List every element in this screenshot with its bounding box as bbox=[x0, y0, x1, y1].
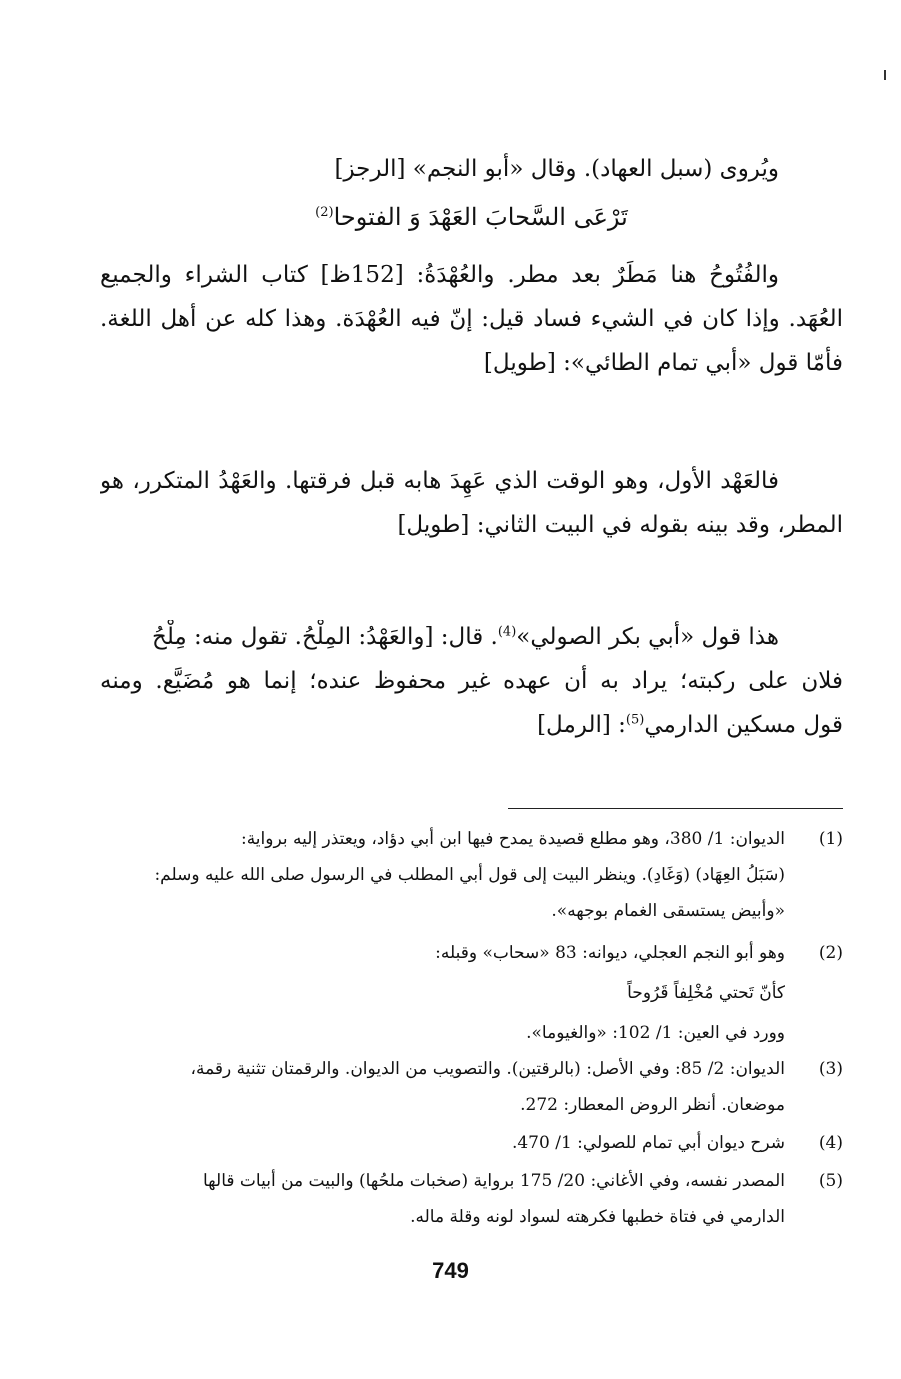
footnote: (3)الديوان: 2/ 85: وفي الأصل: (بالرقتين). والتصويب من الديوان. والرقمتان تثنية رقمة، bbox=[100, 1056, 843, 1082]
footnote-ref: (4) bbox=[497, 624, 517, 640]
footnote-line: «وأبيض يستسقى الغمام بوجهه». bbox=[551, 901, 785, 921]
page-number: 749 bbox=[432, 1258, 469, 1283]
footnote-ref: (5) bbox=[625, 712, 645, 728]
text-line: المطر، وقد بينه بقوله في البيت الثاني: [طويل] bbox=[397, 512, 843, 538]
footnote-line: كأنّ تَحتي مُخْلِفاً قَرُوحاً bbox=[627, 983, 785, 1003]
footnote: (2)وهو أبو النجم العجلي، ديوانه: 83 «سحاب» وقبله: bbox=[100, 940, 843, 966]
text-line: ويُروى (سبل العهاد). وقال «أبو النجم» [الرجز] bbox=[334, 156, 779, 182]
footnote-number: (1) bbox=[818, 829, 843, 849]
footnote-number: (5) bbox=[818, 1171, 843, 1191]
margin-mark bbox=[884, 70, 886, 80]
text-line: العُهَد. وإذا كان في الشيء فساد قيل: إنّ فيه العُهْدَة. وهذا كله عن أهل اللغة. bbox=[100, 306, 843, 332]
footnote: (5)المصدر نفسه، وفي الأغاني: 20/ 175 برواية (صخبات ملحُها) والبيت من أبيات قالها bbox=[100, 1168, 843, 1194]
text-line: هذا قول «أبي بكر الصولي»$^{(4)}$. قال: [والعَهْدُ: المِلْحُ. تقول منه: مِلْحُ bbox=[151, 624, 779, 650]
text-line: فالعَهْد الأول، وهو الوقت الذي عَهِدَ هابه قبل فرقتها. والعَهْدُ المتكرر، هو bbox=[100, 468, 779, 494]
footnote: (1)الديوان: 1/ 380، وهو مطلع قصيدة يمدح فيها ابن أبي دؤاد، ويعتذر إليه برواية: bbox=[100, 826, 843, 852]
footnote-line: الدارمي في فتاة خطبها فكرهته لسواد لونه وقلة ماله. bbox=[410, 1207, 785, 1227]
footnote-number: (4) bbox=[818, 1133, 843, 1153]
footnote-number: (2) bbox=[818, 943, 843, 963]
footnote-line: موضعان. أنظر الروض المعطار: 272. bbox=[520, 1095, 785, 1115]
footnote-line: وورد في العين: 1/ 102: «والغيوما». bbox=[526, 1023, 785, 1043]
text-line: قول مسكين الدارمي$^{(5)}$: [الرمل] bbox=[537, 712, 843, 738]
footnote-number: (3) bbox=[818, 1059, 843, 1079]
footnote: (4)شرح ديوان أبي تمام للصولي: 1/ 470. bbox=[100, 1130, 843, 1156]
text-line: والفُتُوحُ هنا مَطَرٌ بعد مطر. والعُهْدَةُ: [152ظ] كتاب الشراء والجميع bbox=[100, 262, 779, 288]
footnote-line: (سَبَلُ العِهَاد) (وَغَادِ). وينظر البيت إلى قول أبي المطلب في الرسول صلى الله عليه وسلم: bbox=[154, 865, 785, 885]
footnote-separator bbox=[508, 808, 843, 809]
verse-line: تَرْعَى السَّحابَ العَهْدَ وَ الفتوحا$^{(2)}$ bbox=[315, 203, 628, 231]
text-line: فلان على ركبته؛ يراد به أن عهده غير محفوظ عنده؛ إنما هو مُضَيَّع. ومنه bbox=[100, 668, 843, 694]
text-line: فأمّا قول «أبي تمام الطائي»: [طويل] bbox=[483, 350, 843, 376]
footnote-ref: (2) bbox=[315, 205, 334, 220]
